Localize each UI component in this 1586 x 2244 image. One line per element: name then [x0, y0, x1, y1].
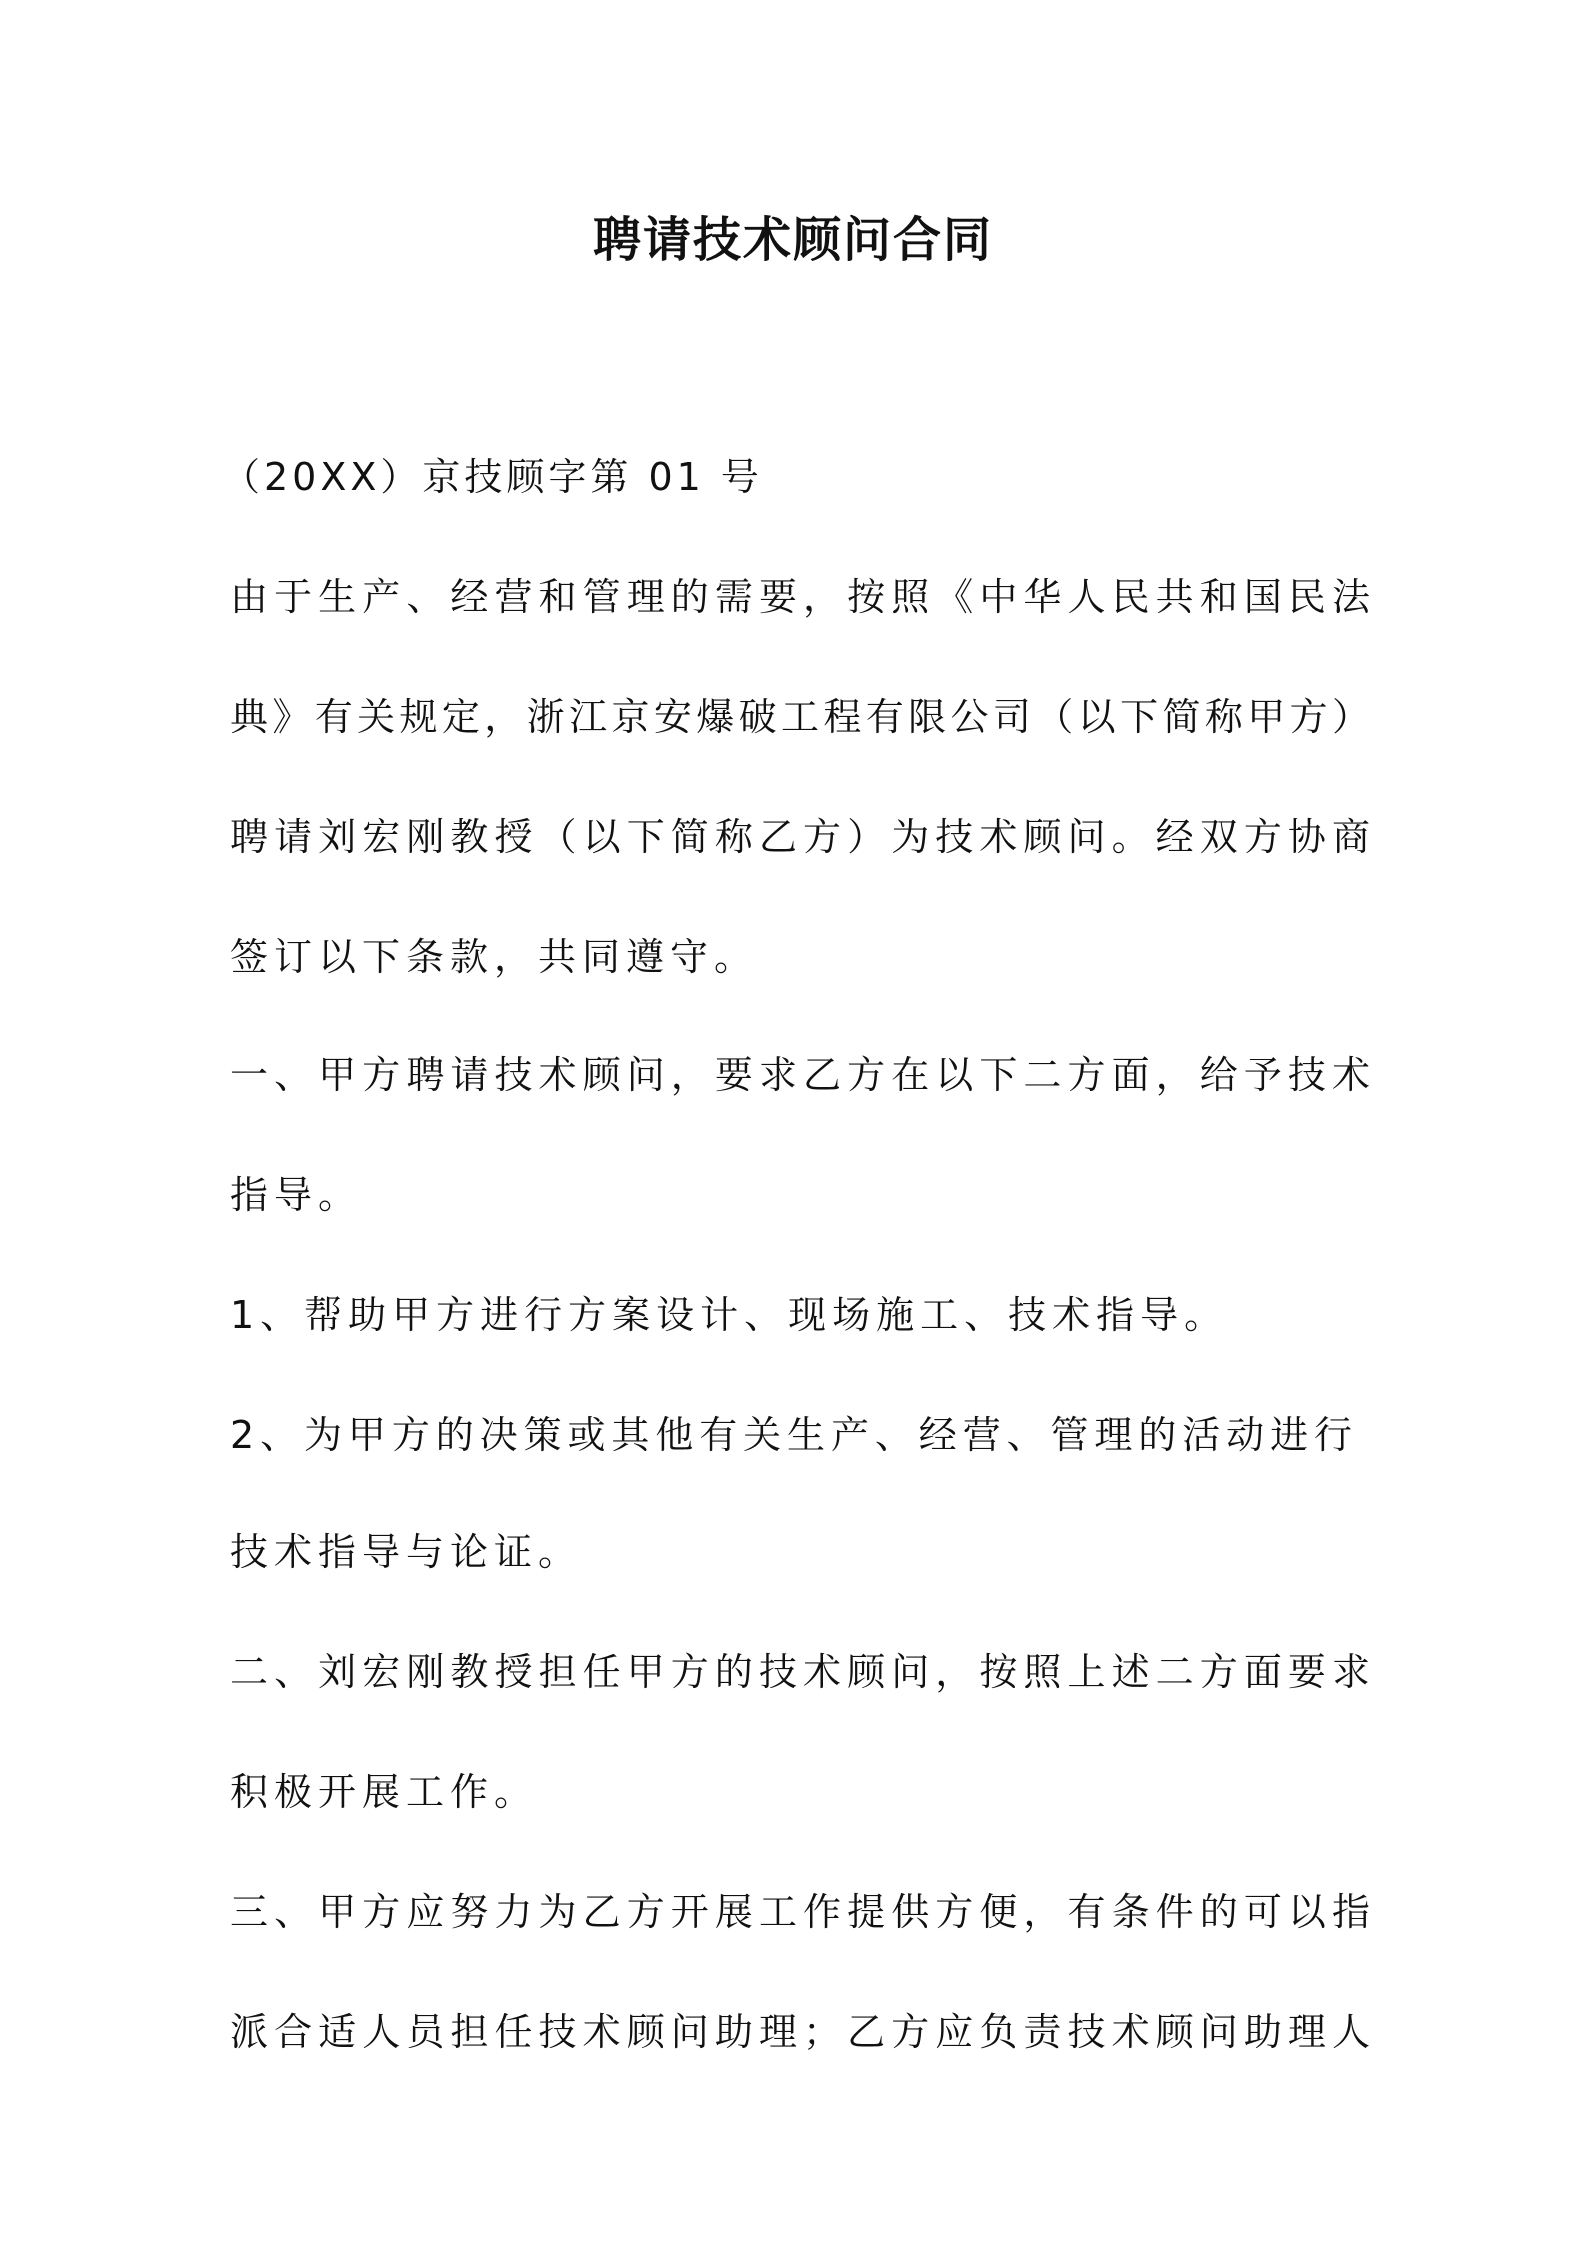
clause-item-line: 1、帮助甲方进行方案设计、现场施工、技术指导。 — [230, 1293, 1229, 1337]
clause-line: 指导。 — [230, 1173, 363, 1217]
paragraph-line: 由于生产、经营和管理的需要，按照《中华人民共和国民法 — [230, 575, 1370, 619]
clause-line: 积极开展工作。 — [230, 1770, 539, 1814]
clause-item-line: 技术指导与论证。 — [230, 1530, 583, 1574]
document-reference-number: （20XX）京技顾字第 01 号 — [222, 455, 763, 499]
paragraph-line: 聘请刘宏刚教授（以下简称乙方）为技术顾问。经双方协商 — [230, 815, 1370, 859]
clause-line: 一、甲方聘请技术顾问，要求乙方在以下二方面，给予技术 — [230, 1053, 1370, 1097]
clause-line: 派合适人员担任技术顾问助理；乙方应负责技术顾问助理人 — [230, 2010, 1370, 2054]
clause-line: 三、甲方应努力为乙方开展工作提供方便，有条件的可以指 — [230, 1890, 1370, 1934]
paragraph-line: 典》有关规定，浙江京安爆破工程有限公司（以下简称甲方） — [230, 695, 1370, 739]
clause-item-line: 2、为甲方的决策或其他有关生产、经营、管理的活动进行 — [230, 1413, 1352, 1457]
paragraph-line: 签订以下条款，共同遵守。 — [230, 935, 759, 979]
clause-line: 二、刘宏刚教授担任甲方的技术顾问，按照上述二方面要求 — [230, 1650, 1370, 1694]
document-title: 聘请技术顾问合同 — [592, 212, 993, 268]
